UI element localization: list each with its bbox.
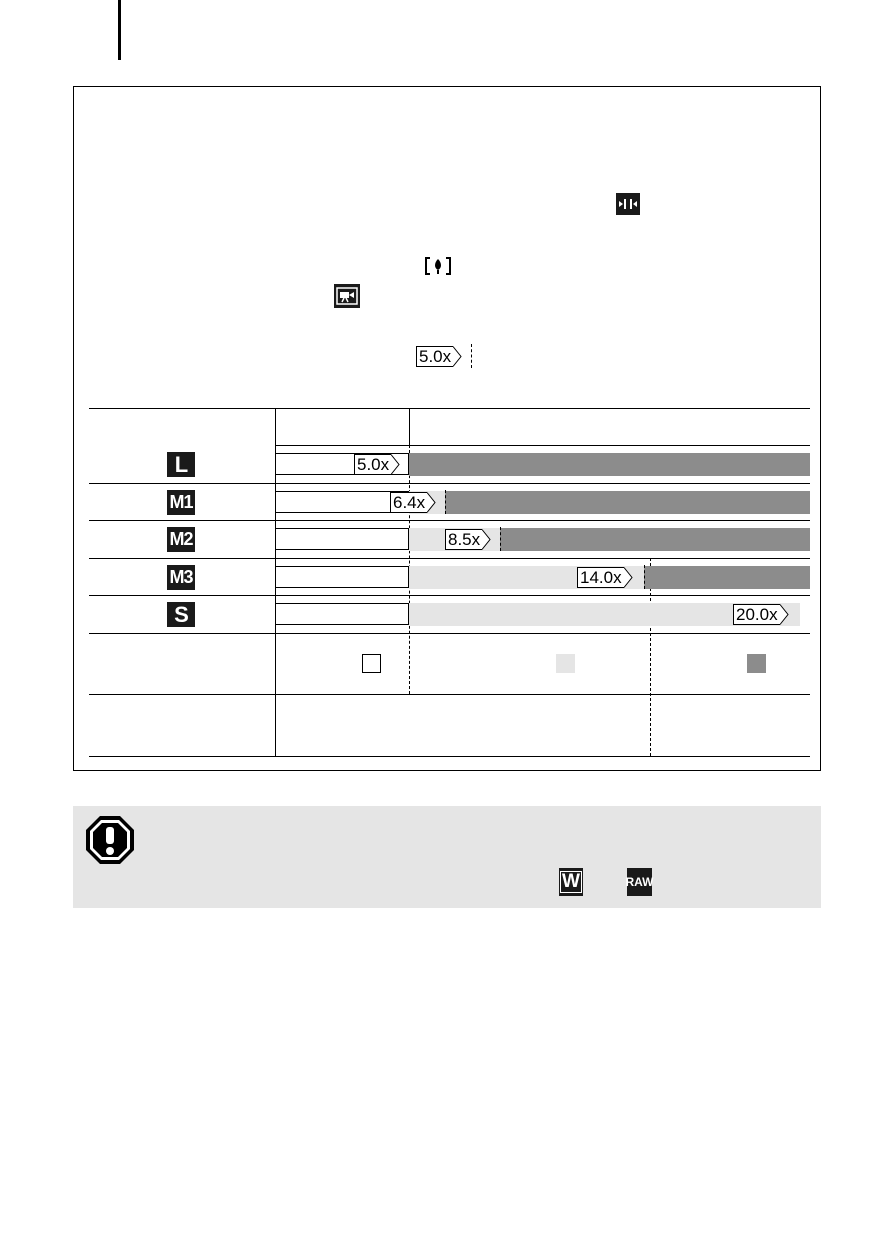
size-icon-m1 [167, 490, 195, 515]
size-icon-text: M3 [169, 567, 193, 587]
zoom-label-text: 6.4x [390, 492, 427, 513]
raw-icon-text: RAW [625, 875, 654, 889]
af-frame-icon [424, 256, 452, 276]
movie-camera-icon [334, 284, 360, 308]
size-icon-m3 [167, 565, 195, 590]
focus-bracket-glyph [617, 197, 639, 211]
optical-range-box [275, 491, 409, 513]
digital-zoom-bar [409, 453, 810, 476]
legend-safety-square [556, 654, 575, 673]
digital-zoom-bar [644, 566, 810, 589]
size-icon-l [167, 452, 195, 477]
optical-range-box [275, 528, 409, 550]
size-icon-text: M1 [169, 492, 193, 512]
optical-range-box [275, 566, 409, 588]
zoom-label [445, 529, 491, 550]
zoom-label-arrow [780, 604, 789, 625]
wide-icon-text: W [562, 871, 580, 892]
page-marker-bar [118, 0, 121, 60]
optical-range-box [275, 603, 409, 625]
zoom-limit-dash [644, 565, 645, 589]
af-frame-glyph [424, 256, 452, 276]
zoom-label-arrow [624, 567, 633, 588]
zoom-limit-dash [500, 527, 501, 551]
zoom-label-text: 5.0x [416, 346, 453, 367]
table-rule [89, 483, 810, 484]
table-rule [89, 694, 810, 695]
inline-zoom-dash [471, 344, 472, 368]
size-icon-s [167, 602, 195, 627]
zoom-label [390, 492, 436, 513]
table-rule [89, 408, 810, 409]
zoom-label-text: 8.5x [445, 529, 482, 550]
zoom-label [577, 567, 633, 588]
zoom-limit-dash [445, 490, 446, 514]
size-icon-text: L [174, 451, 188, 477]
size-icon-text: M2 [169, 529, 193, 549]
caution-glyph [84, 814, 136, 866]
content-frame [73, 86, 821, 771]
legend-optical-square [362, 654, 381, 673]
zoom-label-text: 5.0x [354, 454, 391, 475]
movie-camera-glyph [336, 287, 358, 305]
table-rule [275, 445, 810, 446]
zoom-label [733, 604, 789, 625]
legend-digital-square [747, 654, 766, 673]
size-icon-text: S [174, 601, 188, 627]
zoom-label-text: 20.0x [733, 604, 780, 625]
table-rule [89, 633, 810, 634]
digital-zoom-bar [445, 491, 810, 514]
raw-icon [627, 868, 652, 896]
digital-zoom-bar [500, 528, 810, 551]
table-rule [89, 756, 810, 757]
focus-bracket-icon [616, 193, 640, 215]
caution-note [73, 806, 821, 908]
column-divider [409, 408, 410, 445]
wide-icon [559, 868, 583, 896]
zoom-label-arrow [453, 346, 462, 367]
zoom-label-arrow [427, 492, 436, 513]
table-rule [89, 520, 810, 521]
table-rule [89, 558, 810, 559]
inline-zoom-label [416, 346, 462, 367]
table-rule [89, 595, 810, 596]
zoom-label [354, 454, 400, 475]
zoom-label-arrow [391, 454, 400, 475]
caution-icon [84, 814, 136, 866]
zoom-label-arrow [482, 529, 491, 550]
size-icon-m2 [167, 527, 195, 552]
zoom-label-text: 14.0x [577, 567, 624, 588]
